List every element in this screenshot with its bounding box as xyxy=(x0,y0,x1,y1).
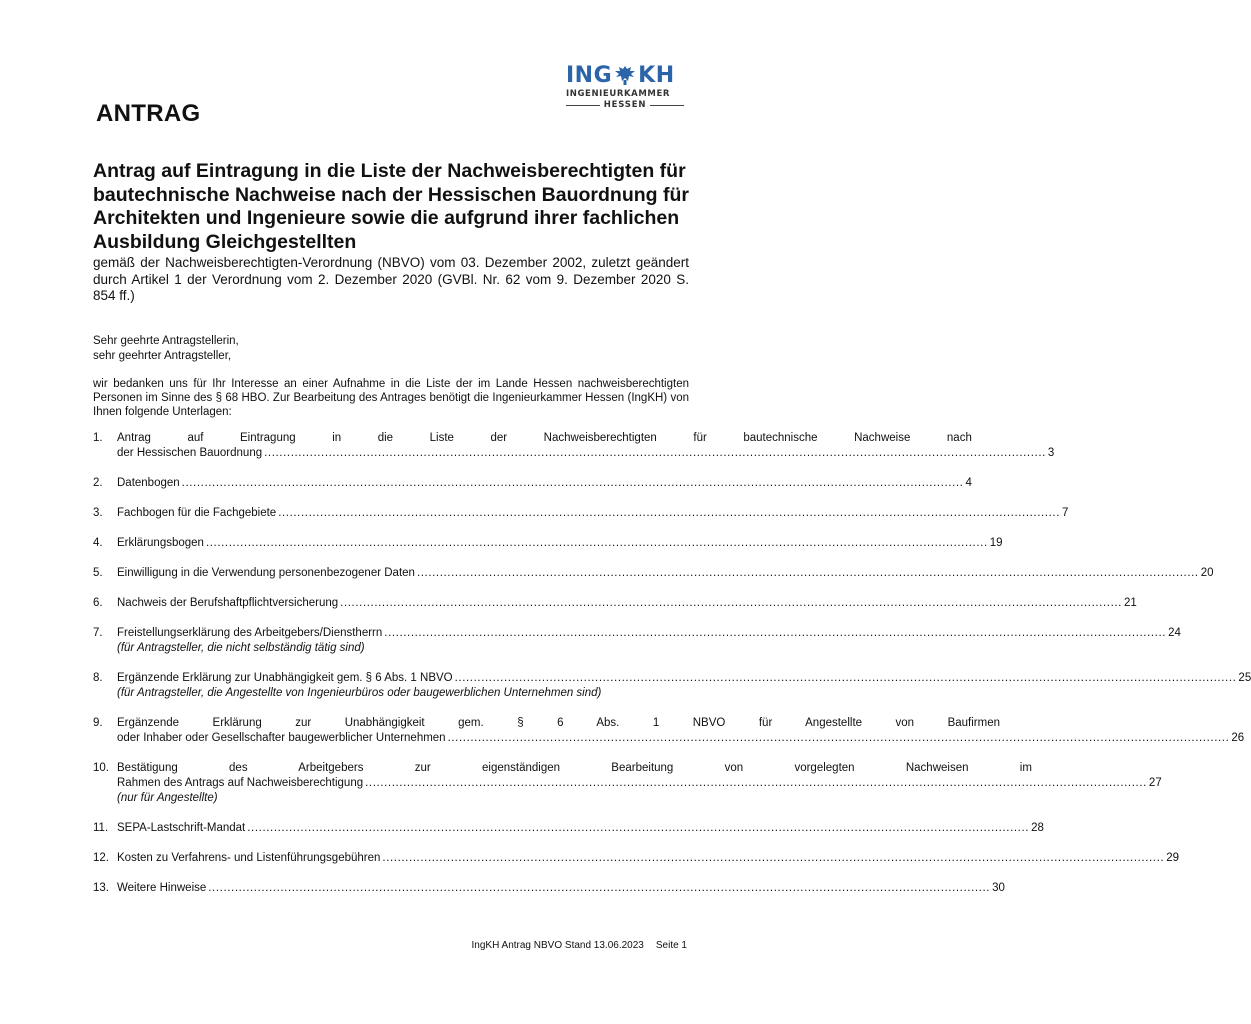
document-subtitle: gemäß der Nachweisberechtigten-Verordnung (NBVO) vom 03. Dezember 2002, zuletzt geändert durch Artikel 1 der Verordnung vom 2. Dezember 2020 (GVBl. Nr. 62 vom 9. Dezember 2020 S. 854 ff.) xyxy=(93,255,689,303)
table-of-contents xyxy=(93,431,1251,911)
toc-entry xyxy=(117,626,1181,656)
toc-page-number: 30 xyxy=(992,882,1005,894)
toc-entry xyxy=(117,596,1137,611)
document-title: Antrag auf Eintragung in die Liste der Nachweisberechtigten für bautechnische Nachweise nach der Hessischen Bauordnung für Architekten und Ingenieure sowie die aufgrund ihrer fachlichen Ausbildung Gleichgestellten xyxy=(93,160,689,253)
toc-entry xyxy=(117,671,1251,701)
toc-leader-dots xyxy=(384,626,1166,641)
toc-page-number: 3 xyxy=(1047,447,1055,459)
toc-item[interactable] xyxy=(93,851,1179,866)
toc-leader-dots xyxy=(206,536,988,551)
toc-entry-line xyxy=(117,566,1214,581)
toc-number: 11. xyxy=(93,822,109,834)
toc-entry-line xyxy=(117,476,972,491)
toc-entry-title: Erklärungsbogen xyxy=(117,537,204,549)
logo-divider xyxy=(566,105,600,106)
toc-leader-dots xyxy=(340,596,1122,611)
eagle-icon xyxy=(613,63,637,87)
toc-leader-dots xyxy=(247,821,1029,836)
toc-item[interactable] xyxy=(93,821,1044,836)
toc-entry-line xyxy=(117,536,1003,551)
toc-number: 9. xyxy=(93,717,103,729)
toc-item[interactable] xyxy=(93,881,1005,896)
toc-entry-title: der Hessischen Bauordnung xyxy=(117,447,263,459)
toc-page-number: 26 xyxy=(1231,732,1245,744)
toc-entry xyxy=(117,431,1055,461)
toc-leader-dots xyxy=(264,446,1046,461)
toc-entry-line xyxy=(117,671,1251,686)
toc-page-number: 27 xyxy=(1148,777,1162,789)
toc-item[interactable] xyxy=(93,626,1181,656)
toc-entry xyxy=(117,821,1044,836)
logo-region-text: HESSEN xyxy=(603,100,647,110)
intro-paragraph: wir bedanken uns für Ihr Interesse an einer Aufnahme in die Liste der im Lande Hessen nachweisberechtigten Personen im Sinne des § 68 HBO. Zur Bearbeitung des Antrages benötigt die Ingenieurkammer Hessen (IngKH) von Ihnen folgende Unterlagen: xyxy=(93,378,689,418)
footer-page-number: Seite 1 xyxy=(655,940,687,951)
toc-item[interactable] xyxy=(93,596,1137,611)
logo-word-left: ING xyxy=(566,62,613,88)
toc-number: 10. xyxy=(93,762,109,774)
page-footer xyxy=(463,940,687,951)
logo-divider xyxy=(650,105,684,106)
toc-entry-line xyxy=(117,731,1245,746)
toc-number: 6. xyxy=(93,597,103,609)
salutation-line: Sehr geehrte Antragstellerin, xyxy=(93,335,239,347)
toc-page-number: 21 xyxy=(1123,597,1137,609)
toc-entry-note: (nur für Angestellte) xyxy=(117,792,218,804)
toc-entry-line xyxy=(117,821,1044,836)
toc-leader-dots xyxy=(208,881,990,896)
toc-entry-first-line: Ergänzende Erklärung zur Unabhängigkeit gem. § 6 Abs. 1 NBVO für Angestellte von Baufirmen xyxy=(117,717,1000,729)
toc-entry-first-line: Antrag auf Eintragung in die Liste der Nachweisberechtigten für bautechnische Nachweise nach xyxy=(117,432,972,444)
toc-item[interactable] xyxy=(93,671,1251,701)
toc-entry-title: Rahmen des Antrags auf Nachweisberechtigung xyxy=(117,777,364,789)
toc-entry-line xyxy=(117,596,1137,611)
document-heading: ANTRAG xyxy=(96,100,201,127)
toc-leader-dots xyxy=(182,476,964,491)
toc-entry-line xyxy=(117,881,1005,896)
toc-entry-title: SEPA-Lastschrift-Mandat xyxy=(117,822,246,834)
toc-entry-title: Ergänzende Erklärung zur Unabhängigkeit gem. § 6 Abs. 1 NBVO xyxy=(117,672,453,684)
toc-entry-line xyxy=(117,626,1181,641)
toc-page-number: 19 xyxy=(989,537,1003,549)
toc-entry xyxy=(117,716,1245,746)
ingkh-logo xyxy=(566,62,684,114)
toc-entry xyxy=(117,566,1214,581)
toc-number: 4. xyxy=(93,537,103,549)
toc-number: 12. xyxy=(93,852,109,864)
toc-entry-line xyxy=(117,776,1162,791)
toc-entry-title: Fachbogen für die Fachgebiete xyxy=(117,507,277,519)
toc-entry-title: Einwilligung in die Verwendung personenbezogener Daten xyxy=(117,567,415,579)
toc-entry-title: Freistellungserklärung des Arbeitgebers/Dienstherrn xyxy=(117,627,383,639)
toc-number: 1. xyxy=(93,432,103,444)
toc-number: 7. xyxy=(93,627,103,639)
footer-document-info: IngKH Antrag NBVO Stand 13.06.2023 xyxy=(471,940,644,951)
toc-leader-dots xyxy=(448,731,1230,746)
toc-page-number: 7 xyxy=(1062,507,1069,519)
toc-entry-title: Datenbogen xyxy=(117,477,180,489)
toc-entry xyxy=(117,476,972,491)
toc-item[interactable] xyxy=(93,761,1162,806)
toc-leader-dots xyxy=(278,506,1060,521)
toc-entry-title: Kosten zu Verfahrens- und Listenführungsgebühren xyxy=(117,852,381,864)
toc-item[interactable] xyxy=(93,536,1003,551)
toc-item[interactable] xyxy=(93,476,972,491)
toc-item[interactable] xyxy=(93,431,1055,461)
toc-leader-dots xyxy=(382,851,1164,866)
toc-page-number: 28 xyxy=(1031,822,1044,834)
toc-entry-note: (für Antragsteller, die nicht selbständig tätig sind) xyxy=(117,642,365,654)
toc-entry-title: Nachweis der Berufshaftpflichtversicherung xyxy=(117,597,339,609)
toc-page-number: 20 xyxy=(1200,567,1214,579)
salutation-line: sehr geehrter Antragsteller, xyxy=(93,349,232,362)
toc-leader-dots xyxy=(365,776,1147,791)
toc-entry xyxy=(117,506,1069,521)
toc-page-number: 25 xyxy=(1238,672,1251,684)
toc-number: 13. xyxy=(93,882,109,894)
toc-entry-title: oder Inhaber oder Gesellschafter baugewerblicher Unternehmen xyxy=(117,732,446,744)
toc-entry-line xyxy=(117,851,1179,866)
toc-number: 8. xyxy=(93,672,103,684)
toc-number: 5. xyxy=(93,567,103,579)
toc-page-number: 4 xyxy=(965,477,972,489)
toc-entry xyxy=(117,761,1162,806)
logo-region xyxy=(566,100,684,111)
toc-page-number: 29 xyxy=(1166,852,1179,864)
salutation xyxy=(93,334,689,363)
toc-entry-line xyxy=(117,446,1055,461)
toc-entry-title: Weitere Hinweise xyxy=(117,882,207,894)
logo-word-right: KH xyxy=(638,62,675,88)
logo-subtitle: INGENIEURKAMMER xyxy=(566,89,671,99)
toc-item[interactable] xyxy=(93,566,1214,581)
toc-page-number: 24 xyxy=(1168,627,1181,639)
toc-item[interactable] xyxy=(93,506,1069,521)
toc-entry xyxy=(117,536,1003,551)
toc-leader-dots xyxy=(455,671,1237,686)
toc-entry-first-line: Bestätigung des Arbeitgebers zur eigenständigen Bearbeitung von vorgelegten Nachweisen im xyxy=(117,762,1032,774)
toc-leader-dots xyxy=(417,566,1199,581)
toc-entry xyxy=(117,881,1005,896)
toc-number: 3. xyxy=(93,507,103,519)
toc-entry xyxy=(117,851,1179,866)
toc-entry-note: (für Antragsteller, die Angestellte von Ingenieurbüros oder baugewerblichen Unternehmen sind) xyxy=(117,687,602,699)
toc-item[interactable] xyxy=(93,716,1245,746)
toc-entry-line xyxy=(117,506,1069,521)
toc-number: 2. xyxy=(93,477,103,489)
